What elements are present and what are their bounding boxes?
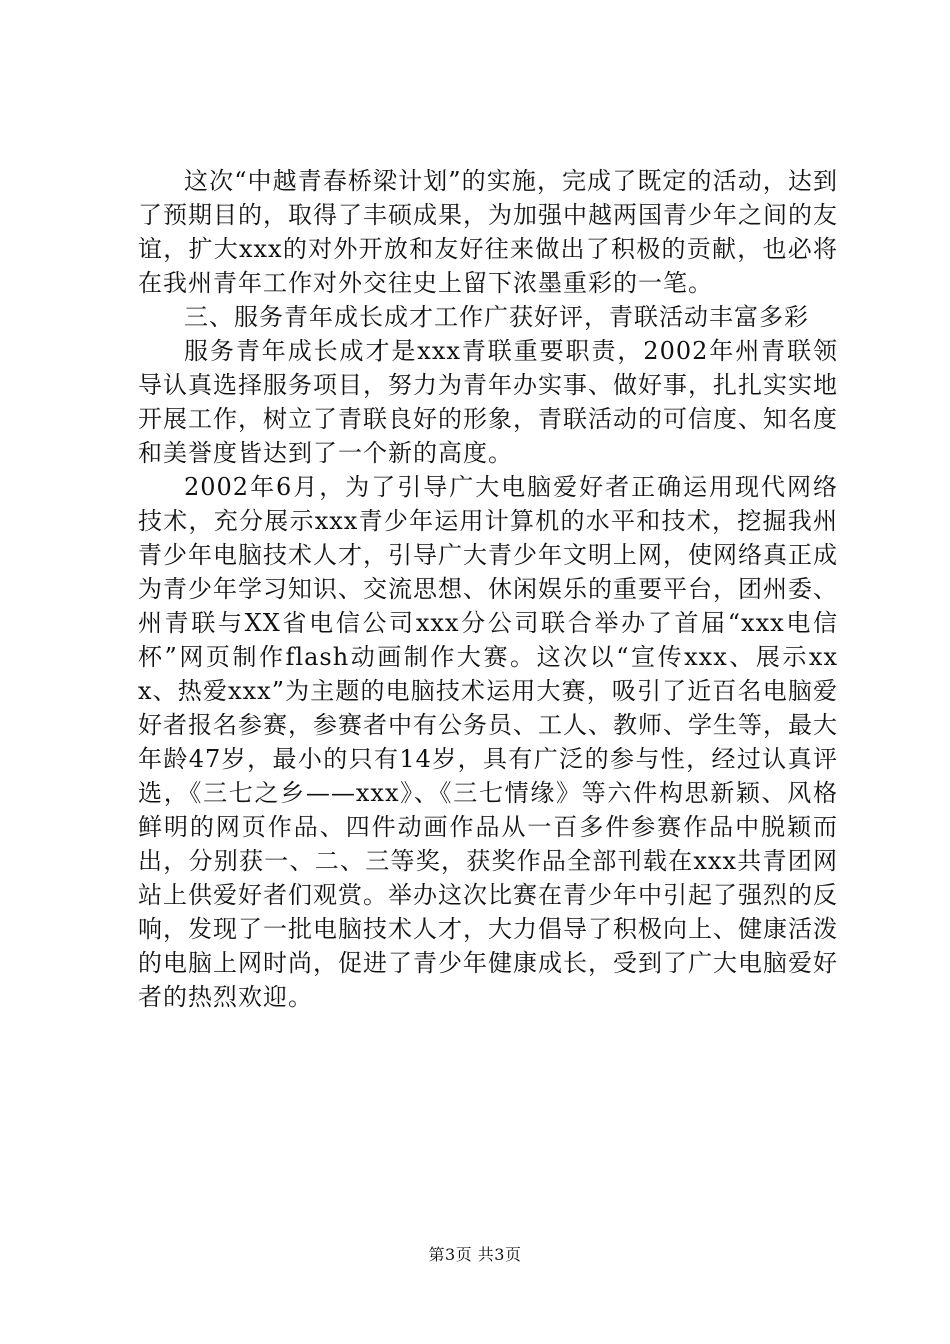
section-heading-three: 三、服务青年成长成才工作广获好评，青联活动丰富多彩 (184, 303, 809, 331)
paragraph-conclusion: 这次“中越青春桥梁计划”的实施，完成了既定的活动，达到了预期目的，取得了丰硕成果，为加强中越两国青少年之间的友谊，扩大xxx的对外开放和友好往来做出了积极的贡献，也必将在我州青年工作对外交往史上留下浓墨重彩的一笔。 (138, 167, 838, 297)
paragraph-web-contest: 2002年6月，为了引导广大电脑爱好者正确运用现代网络技术，充分展示xxx青少年运用计算机的水平和技术，挖掘我州青少年电脑技术人才，引导广大青少年文明上网，使网络真正成为青少年学习知识、交流思想、休闲娱乐的重要平台，团州委、州青联与XX省电信公司xxx分公司联合举办了首届“xxx电信杯”网页制作flash动画制作大赛。这次以“宣传xxx、展示xxx、热爱xxx”为主题的电脑技术运用大赛，吸引了近百名电脑爱好者报名参赛，参赛者中有公务员、工人、教师、学生等，最大年龄47岁，最小的只有14岁，具有广泛的参与性，经过认真评选，《三七之乡——xxx》、《三七情缘》等六件构思新颖、风格鲜明的网页作品、四件动画作品从一百多件参赛作品中脱颖而出，分别获一、二、三等奖，获奖作品全部刊载在xxx共青团网站上供爱好者们观赏。举办这次比赛在青少年中引起了强烈的反响，发现了一批电脑技术人才，大力倡导了积极向上、健康活泼的电脑上网时尚，促进了青少年健康成长，受到了广大电脑爱好者的热烈欢迎。 (138, 473, 838, 1011)
page-number-footer: 第3页 共3页 (428, 1245, 522, 1264)
paragraph-youth-service: 服务青年成长成才是xxx青联重要职责，2002年州青联领导认真选择服务项目，努力为青年办实事、做好事，扎扎实实地开展工作，树立了青联良好的形象，青联活动的可信度、知名度和美誉度皆达到了一个新的高度。 (138, 337, 838, 467)
document-body (138, 164, 838, 1014)
